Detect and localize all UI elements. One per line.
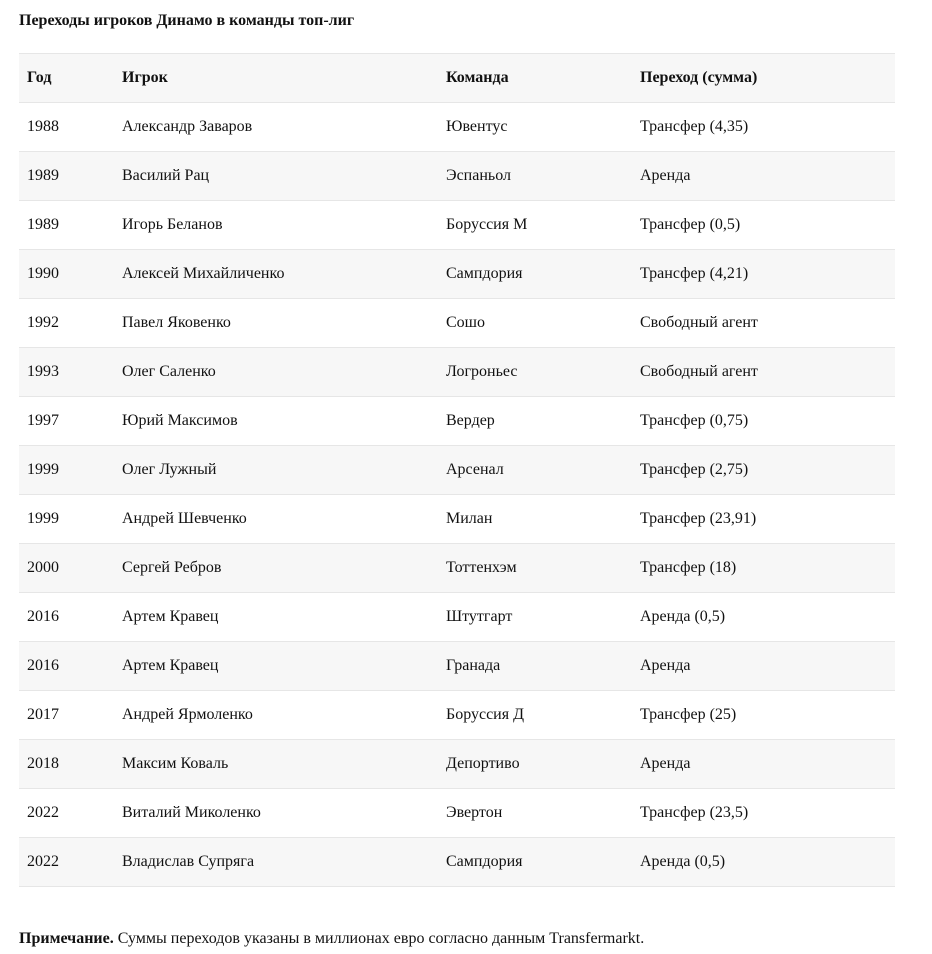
- cell-player: Юрий Максимов: [114, 397, 438, 446]
- cell-transfer: Трансфер (4,35): [632, 103, 895, 152]
- cell-transfer: Свободный агент: [632, 348, 895, 397]
- cell-player: Павел Яковенко: [114, 299, 438, 348]
- cell-year: 2000: [19, 544, 114, 593]
- cell-year: 1989: [19, 152, 114, 201]
- cell-team: Боруссия М: [438, 201, 632, 250]
- cell-year: 2017: [19, 691, 114, 740]
- table-body: [19, 103, 895, 887]
- table-row: [19, 397, 895, 446]
- cell-team: Сошо: [438, 299, 632, 348]
- table-row: [19, 299, 895, 348]
- cell-team: Гранада: [438, 642, 632, 691]
- cell-player: Владислав Супряга: [114, 838, 438, 887]
- cell-transfer: Аренда: [632, 642, 895, 691]
- cell-player: Максим Коваль: [114, 740, 438, 789]
- table-row: [19, 789, 895, 838]
- cell-team: Эвертон: [438, 789, 632, 838]
- column-header-transfer: Переход (сумма): [632, 54, 895, 103]
- cell-player: Алексей Михайличенко: [114, 250, 438, 299]
- footnote: [19, 928, 644, 950]
- cell-team: Вердер: [438, 397, 632, 446]
- table-row: [19, 152, 895, 201]
- cell-team: Эспаньол: [438, 152, 632, 201]
- cell-transfer: Трансфер (25): [632, 691, 895, 740]
- cell-team: Милан: [438, 495, 632, 544]
- cell-transfer: Аренда (0,5): [632, 593, 895, 642]
- cell-team: Ювентус: [438, 103, 632, 152]
- cell-player: Сергей Ребров: [114, 544, 438, 593]
- cell-year: 1992: [19, 299, 114, 348]
- cell-transfer: Аренда: [632, 740, 895, 789]
- cell-team: Штутгарт: [438, 593, 632, 642]
- cell-transfer: Аренда: [632, 152, 895, 201]
- cell-year: 1988: [19, 103, 114, 152]
- cell-team: Тоттенхэм: [438, 544, 632, 593]
- table-row: [19, 495, 895, 544]
- table-row: [19, 691, 895, 740]
- footnote-text: Суммы переходов указаны в миллионах евро согласно данным Transfermarkt.: [113, 930, 645, 947]
- cell-year: 1999: [19, 495, 114, 544]
- cell-transfer: Трансфер (23,91): [632, 495, 895, 544]
- cell-transfer: Свободный агент: [632, 299, 895, 348]
- cell-year: 2018: [19, 740, 114, 789]
- cell-transfer: Трансфер (0,75): [632, 397, 895, 446]
- cell-transfer: Трансфер (2,75): [632, 446, 895, 495]
- cell-player: Андрей Шевченко: [114, 495, 438, 544]
- table-header: [19, 54, 895, 103]
- transfers-table: [19, 53, 895, 887]
- table-row: [19, 250, 895, 299]
- cell-team: Логроньес: [438, 348, 632, 397]
- column-header-year: Год: [19, 54, 114, 103]
- cell-year: 2016: [19, 593, 114, 642]
- cell-transfer: Трансфер (4,21): [632, 250, 895, 299]
- cell-team: Сампдория: [438, 250, 632, 299]
- cell-player: Игорь Беланов: [114, 201, 438, 250]
- cell-player: Артем Кравец: [114, 593, 438, 642]
- cell-player: Александр Заваров: [114, 103, 438, 152]
- cell-year: 2016: [19, 642, 114, 691]
- table-row: [19, 446, 895, 495]
- cell-player: Василий Рац: [114, 152, 438, 201]
- table-row: [19, 740, 895, 789]
- cell-player: Виталий Миколенко: [114, 789, 438, 838]
- cell-team: Боруссия Д: [438, 691, 632, 740]
- column-header-player: Игрок: [114, 54, 438, 103]
- table-row: [19, 103, 895, 152]
- cell-transfer: Трансфер (23,5): [632, 789, 895, 838]
- table-row: [19, 642, 895, 691]
- cell-player: Олег Саленко: [114, 348, 438, 397]
- cell-year: 2022: [19, 789, 114, 838]
- cell-transfer: Трансфер (0,5): [632, 201, 895, 250]
- table-row: [19, 593, 895, 642]
- cell-team: Сампдория: [438, 838, 632, 887]
- table-row: [19, 348, 895, 397]
- cell-year: 1993: [19, 348, 114, 397]
- cell-year: 1999: [19, 446, 114, 495]
- cell-year: 2022: [19, 838, 114, 887]
- cell-team: Депортиво: [438, 740, 632, 789]
- table-row: [19, 544, 895, 593]
- page-title: Переходы игроков Динамо в команды топ-лиг: [19, 12, 355, 29]
- cell-player: Андрей Ярмоленко: [114, 691, 438, 740]
- table-row: [19, 201, 895, 250]
- cell-player: Олег Лужный: [114, 446, 438, 495]
- cell-transfer: Трансфер (18): [632, 544, 895, 593]
- cell-team: Арсенал: [438, 446, 632, 495]
- cell-transfer: Аренда (0,5): [632, 838, 895, 887]
- column-header-team: Команда: [438, 54, 632, 103]
- cell-player: Артем Кравец: [114, 642, 438, 691]
- cell-year: 1989: [19, 201, 114, 250]
- table-row: [19, 838, 895, 887]
- table-header-row: [19, 54, 895, 103]
- cell-year: 1990: [19, 250, 114, 299]
- cell-year: 1997: [19, 397, 114, 446]
- footnote-label: Примечание.: [19, 930, 114, 947]
